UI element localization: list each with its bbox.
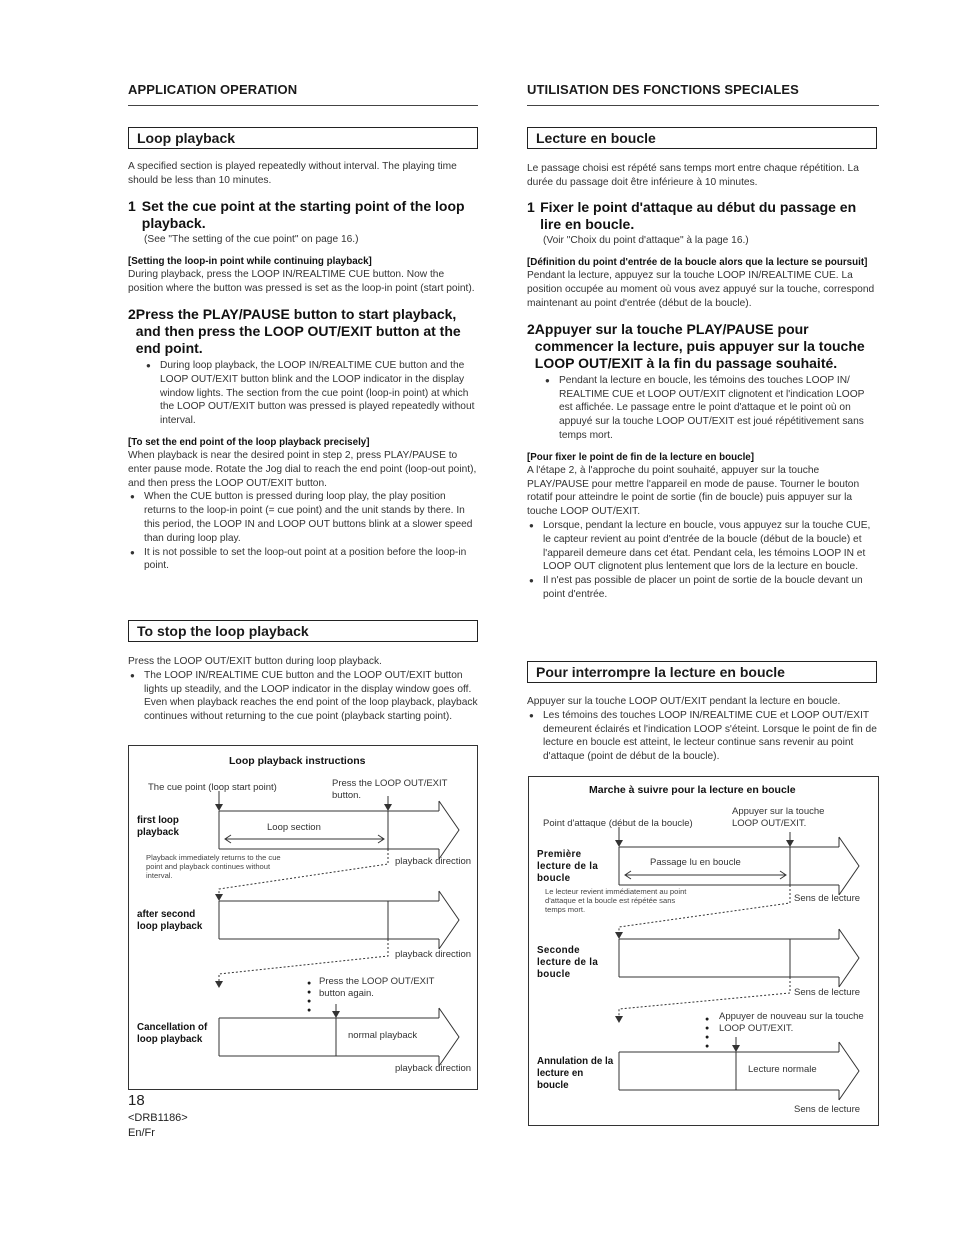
step-1-fr-note: (Voir "Choix du point d'attaque" à la page 16.): [543, 234, 749, 246]
step-2-fr-bullet: ● Pendant la lecture en boucle, les témoins des touches LOOP IN/ REALTIME CUE et LOOP OUT/EXIT clignotent et l'indication LOOP est affichée. Le passage entre le point d'attaque et le point où on appuyé sur la touche LOOP OUT/EXIT est joué répétitivement sans temps mort.: [543, 374, 879, 443]
interrompre-body: [527, 695, 879, 764]
stop-loop-title: To stop the loop playback: [128, 620, 478, 642]
step-2-fr: [527, 321, 879, 372]
press-again-label: Press the LOOP OUT/EXIT button again.: [319, 976, 435, 999]
heading-rule-en: [128, 105, 478, 106]
loop-playback-body: [128, 160, 478, 573]
step-1-note: (See "The setting of the cue point" on page 16.): [144, 233, 359, 245]
cue-point-label: The cue point (loop start point): [148, 782, 277, 793]
loop-section-label-fr: Passage lu en boucle: [650, 857, 741, 868]
playback-direction-1-fr: Sens de lecture: [794, 893, 861, 904]
section-heading-fr: UTILISATION DES FONCTIONS SPECIALES: [527, 82, 799, 97]
step-1-title: Set the cue point at the starting point of the loop playback.: [141, 197, 465, 231]
after-second-label-fr: Seconde lecture de la boucle: [537, 945, 599, 980]
stop-text: Press the LOOP OUT/EXIT button during loop playback.: [128, 656, 382, 667]
language-code: En/Fr: [128, 1127, 155, 1139]
step-1: [128, 198, 478, 232]
stop-bullet-fr: ● Les témoins des touches LOOP IN/REALTIME CUE et LOOP OUT/EXIT demeurent éclairés et l'indication LOOP s'éteint. Lorsque le point de fin de lecture en boucle est atteint, le lecteur continue sans revenir au point d'attaque (point de début de la boucle).: [527, 709, 879, 764]
playback-direction-2: playback direction: [395, 949, 472, 960]
diagram-title-fr: Marche à suivre pour la lecture en boucle: [589, 784, 796, 796]
playback-direction-2-fr: Sens de lecture: [794, 987, 861, 998]
step-1-fr-title: Fixer le point d'attaque au début du passage en lire en boucle.: [540, 198, 857, 232]
press-again-label-fr: Appuyer de nouveau sur la touche LOOP OUT/EXIT.: [719, 1011, 864, 1034]
after-second-label: after second loop playback: [137, 909, 203, 932]
section-heading-en: APPLICATION OPERATION: [128, 82, 298, 97]
step-2-bullet: ● During loop playback, the LOOP IN/REALTIME CUE button and the LOOP OUT/EXIT button blink and the LOOP indicator in the display window lights. The section from the cue point (loop-in point) at which the LOOP OUT/EXIT button was pressed is played repeatedly without interval.: [144, 359, 478, 428]
model-code: <DRB1186>: [128, 1112, 188, 1124]
loop-playback-title: Loop playback: [128, 127, 478, 149]
lecture-boucle-body: [527, 162, 879, 602]
loop-intro: A specified section is played repeatedly without interval. The playing time should be less than 10 minutes.: [128, 161, 457, 186]
loop-diagram-fr: [528, 776, 879, 1126]
dots-icon-fr: ● ● ● ●: [705, 1016, 710, 1050]
step-2-title: Press the PLAY/PAUSE button to start playback, and then press the LOOP OUT/EXIT button at the end point.: [135, 305, 461, 356]
returns-note: Playback immediately returns to the cue point and playback continues without interval.: [146, 853, 281, 880]
stop-text-fr: Appuyer sur la touche LOOP OUT/EXIT pendant la lecture en boucle.: [527, 696, 841, 707]
step-1-fr: [527, 199, 879, 233]
page-number: 18: [128, 1092, 145, 1109]
first-loop-label-fr: Première lecture de la boucle: [537, 849, 599, 884]
setting-heading-fr: [Définition du point d'entrée de la boucle alors que la lecture se poursuit]: [527, 257, 868, 269]
heading-rule-fr: [527, 105, 879, 106]
stop-loop-body: [128, 655, 478, 724]
precise-bullet-1: ● When the CUE button is pressed during loop play, the play position returns to the loop-in point (= cue point) and the unit stands by there. In this period, the LOOP IN and LOOP OUT buttons blink at a slower speed than during loop play.: [128, 490, 478, 545]
cancellation-label-fr: Annulation de la lecture en boucle: [537, 1056, 614, 1091]
setting-heading: [Setting the loop-in point while continuing playback]: [128, 256, 372, 268]
diagram-title: Loop playback instructions: [229, 755, 366, 767]
precise-bullet-1-fr: ● Lorsque, pendant la lecture en boucle, vous appuyez sur la touche CUE, le capteur revient au point d'entrée de la boucle (début de la boucle) et l'appareil demeure dans cet état. Pendant cela, les témoins LOOP IN et LOOP OUT clignotent plus lentement que lors de la lecture en boucle.: [527, 519, 879, 574]
step-2-fr-title: Appuyer sur la touche PLAY/PAUSE pour commencer la lecture, puis appuyer sur la touche LOOP OUT/EXIT à la fin du passage souhaité.: [534, 320, 865, 371]
loop-diagram-en: [128, 745, 478, 1090]
setting-text-fr: Pendant la lecture, appuyez sur la touche LOOP IN/REALTIME CUE. La position occupée au moment où vous avez appuyé sur la touche, correspond maintenant au point d'entrée (début de la boucle).: [527, 270, 875, 309]
precise-heading-fr: [Pour fixer le point de fin de la lecture en boucle]: [527, 451, 754, 463]
normal-playback-label-fr: Lecture normale: [748, 1064, 817, 1075]
step-2-number: 2: [128, 305, 136, 322]
normal-playback-label: normal playback: [348, 1030, 418, 1041]
returns-note-fr: Le lecteur revient immédiatement au point d'attaque et la boucle est répétée sans temps mort.: [545, 887, 687, 914]
cue-point-label-fr: Point d'attaque (début de la boucle): [543, 818, 693, 829]
playback-direction-1: playback direction: [395, 856, 472, 867]
loop-section-label: Loop section: [267, 822, 321, 833]
press-out-label-fr: Appuyer sur la touche LOOP OUT/EXIT.: [732, 806, 825, 829]
playback-direction-3-fr: Sens de lecture: [794, 1104, 861, 1115]
loop-intro-fr: Le passage choisi est répété sans temps mort entre chaque répétition. La durée du passage doit être inférieure à 10 minutes.: [527, 163, 859, 188]
precise-text: When playback is near the desired point in step 2, press PLAY/PAUSE to enter pause mode. Rotate the Jog dial to reach the end point (loop-out point), and then press the LOOP OUT/EXIT button.: [128, 449, 477, 489]
dots-icon: ● ● ● ●: [307, 980, 312, 1014]
precise-bullet-2-fr: ● Il n'est pas possible de placer un point de sortie de la boucle devant un point d'entrée.: [527, 574, 879, 602]
setting-text: During playback, press the LOOP IN/REALTIME CUE button. Now the position where the button was pressed is set as the loop-in point (start point).: [128, 269, 475, 295]
step-1-fr-number: 1: [527, 198, 535, 215]
first-loop-label: first loop playback: [137, 815, 179, 838]
precise-heading: [To set the end point of the loop playback precisely]: [128, 436, 370, 448]
precise-bullet-2: ● It is not possible to set the loop-out point at a position before the loop-in point.: [128, 546, 478, 574]
step-2-fr-number: 2: [527, 320, 535, 337]
stop-bullet: ● The LOOP IN/REALTIME CUE button and the LOOP OUT/EXIT button lights up steadily, and the LOOP indicator in the display window goes off. Even when playback reaches the end point of the loop playback, playback continues without returning to the cue point (playback starting point).: [128, 669, 478, 724]
cancellation-label: Cancellation of loop playback: [137, 1022, 208, 1045]
lecture-boucle-title: Lecture en boucle: [527, 127, 877, 149]
precise-text-fr: A l'étape 2, à l'approche du point souhaité, appuyer sur la touche PLAY/PAUSE pour mettre l'appareil en mode de pause. Tourner le bouton rotatif pour atteindre le point de sortie (fin de boucle) puis appuyer sur la touche LOOP OUT/EXIT.: [527, 464, 860, 518]
interrompre-title: Pour interrompre la lecture en boucle: [527, 661, 877, 683]
press-out-label: Press the LOOP OUT/EXIT button.: [332, 778, 448, 801]
step-2: [128, 306, 478, 357]
playback-direction-3: playback direction: [395, 1063, 472, 1074]
step-1-number: 1: [128, 197, 136, 214]
